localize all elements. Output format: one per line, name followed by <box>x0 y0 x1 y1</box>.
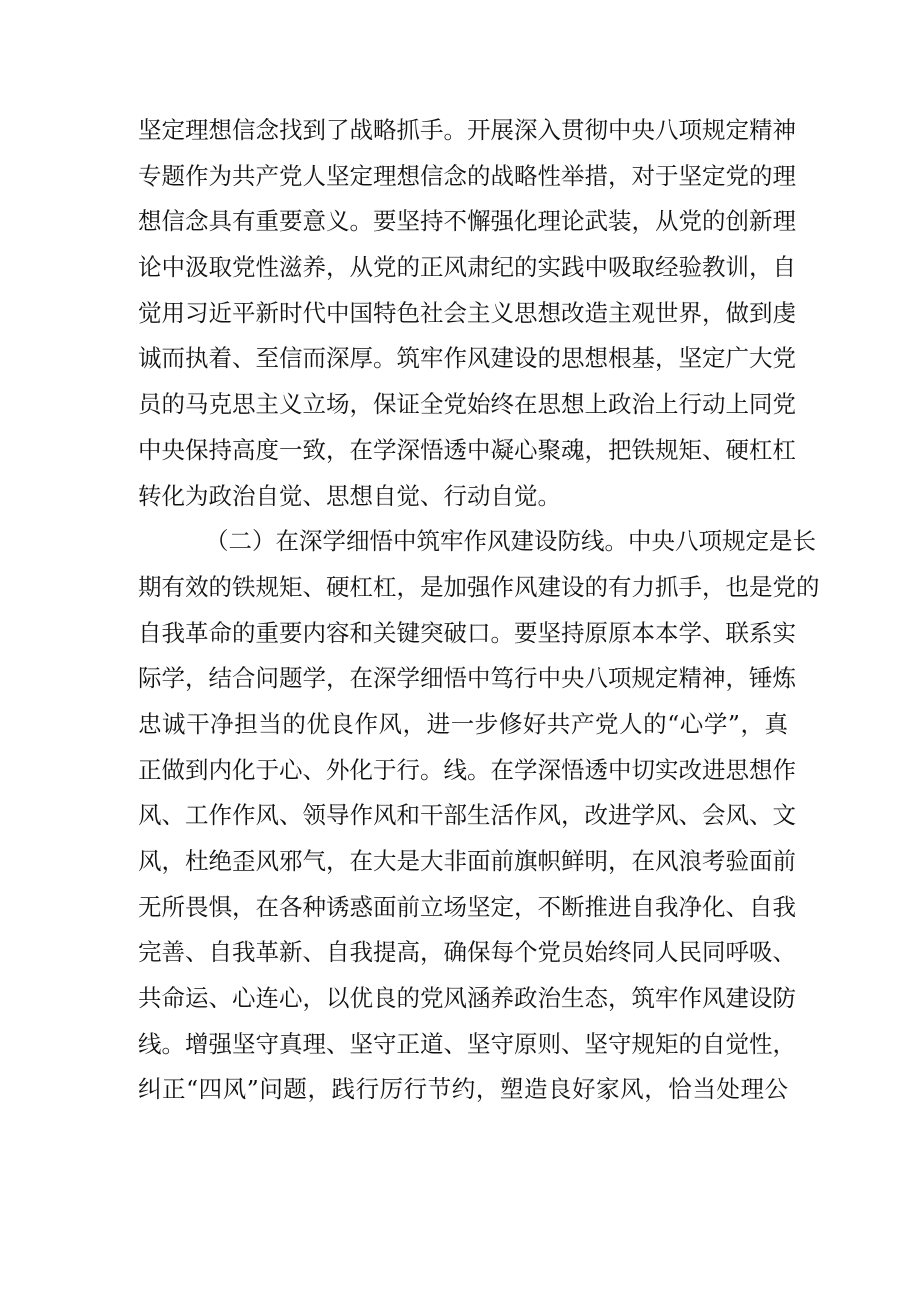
document-body-text <box>138 108 820 1113</box>
text-line: 觉用习近平新时代中国特色社会主义思想改造主观世界，做到虔 <box>138 298 796 327</box>
text-line: 坚定理想信念找到了战略抓手。开展深入贯彻中央八项规定精神 <box>138 116 796 144</box>
text-line: 期有效的铁规矩、硬杠杠，是加强作风建设的有力抓手，也是党的 <box>138 572 820 601</box>
text-line: 中央保持高度一致，在学深悟透中凝心聚魂，把铁规矩、硬杠杠 <box>138 435 796 464</box>
text-line: 诚而执着、至信而深厚。筑牢作风建设的思想根基，坚定广大党 <box>138 344 796 373</box>
text-line: 共命运、心连心，以优良的党风涵养政治生态，筑牢作风建设防 <box>138 984 796 1013</box>
text-line: 想信念具有重要意义。要坚持不懈强化理论武装，从党的创新理 <box>138 207 796 236</box>
text-line: 正做到内化于心、外化于行。线。在学深悟透中切实改进思想作 <box>138 755 796 784</box>
text-line: 完善、自我革新、自我提高，确保每个党员始终同人民同呼吸、 <box>138 938 796 967</box>
text-line-paragraph-end: 转化为政治自觉、思想自觉、行动自觉。 <box>138 481 561 510</box>
text-line: 际学，结合问题学，在深学细悟中笃行中央八项规定精神，锤炼 <box>138 664 796 693</box>
text-line: 风，杜绝歪风邪气，在大是大非面前旗帜鲜明，在风浪考验面前 <box>138 847 796 875</box>
text-line: 忠诚干净担当的优良作风，进一步修好共产党人的“心学”，真 <box>138 709 788 738</box>
text-line: 线。增强坚守真理、坚守正道、坚守原则、坚守规矩的自觉性， <box>138 1029 796 1058</box>
text-line: 自我革命的重要内容和关键突破口。要坚持原原本本学、联系实 <box>138 618 796 647</box>
text-line: 纠正“四风”问题，践行厉行节约，塑造良好家风，恰当处理公 <box>138 1075 788 1104</box>
text-line: 员的马克思主义立场，保证全党始终在思想上政治上行动上同党 <box>138 390 796 419</box>
text-line: 论中汲取党性滋养，从党的正风肃纪的实践中吸取经验教训，自 <box>138 253 796 282</box>
text-line: 风、工作作风、领导作风和干部生活作风，改进学风、会风、文 <box>138 801 796 830</box>
section-heading-line: （二）在深学细悟中筑牢作风建设防线。中央八项规定是长 <box>205 527 816 556</box>
text-line: 无所畏惧，在各种诱惑面前立场坚定，不断推进自我净化、自我 <box>138 892 796 921</box>
text-line: 专题作为共产党人坚定理想信念的战略性举措，对于坚定党的理 <box>138 161 796 190</box>
